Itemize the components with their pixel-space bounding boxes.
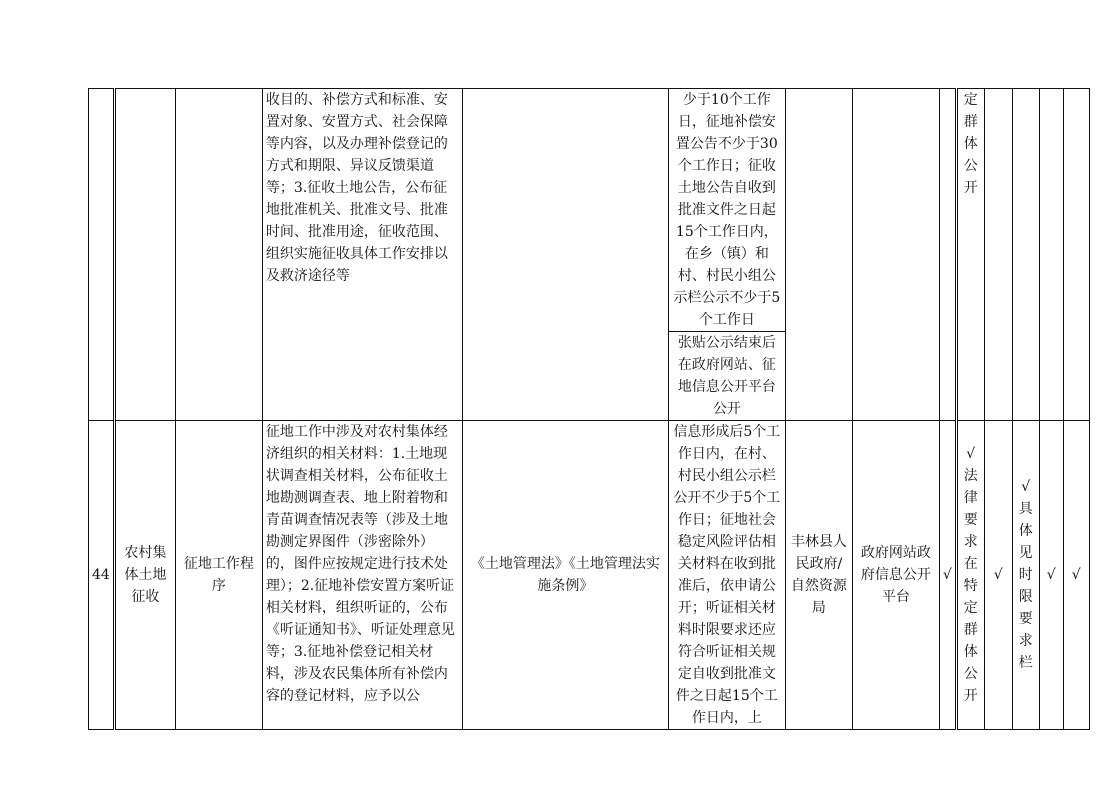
timelimit-cell: 少于10个工作日，征地补偿安置公告不少于30个工作日；征收土地公告自收到批准文件之日起15个工作日内，在乡（镇）和村、村民小组公示栏公示不少于5个工作日: [668, 89, 785, 332]
check-cell-empty: [984, 89, 1012, 421]
check-mark-cell: √: [984, 421, 1012, 730]
timelimit-cell: 信息形成后5个工作日内，在村、村民小组公示栏公开不少于5个工作日；征地社会稳定风险评估相关材料在收到批准后，依申请公开；听证相关材料时限要求还应符合听证相关规定自收到批准文件之日起15个工作日内，上: [668, 421, 785, 730]
basis-cell: 《土地管理法》《土地管理法实施条例》: [462, 421, 668, 730]
check-cell-empty: [1039, 89, 1063, 421]
basis-cell-empty: [462, 89, 668, 421]
check-mark-cell: √: [1063, 421, 1089, 730]
number-cell-empty: [89, 89, 115, 421]
timelimit-cell-sub: 张贴公示结束后在政府网站、征地信息公开平台公开: [668, 332, 785, 421]
content-cell: 征地工作中涉及对农村集体经济组织的相关材料：1.土地现状调查相关材料，公布征收土地勘测调查表、地上附着物和青苗调查情况表等（涉及土地勘测定界图件（涉密除外）的，图件应按规定进行技术处理）；2.征地补偿安置方案听证相关材料，组织听证的，公布《听证通知书》、听证处理意见等；3.征地补偿登记相关材料，涉及农民集体所有补偿内容的登记材料，应予以公: [262, 421, 462, 730]
scope-text: √法律要求在特定群体公开: [963, 446, 978, 704]
channel-cell: 政府网站政府信息公开平台: [852, 421, 939, 730]
timely-text: √具体见时限要求栏: [1018, 479, 1033, 671]
timely-cell: [1012, 421, 1039, 730]
table-row-44: [89, 421, 1090, 730]
scope-text: 定群体公开: [963, 92, 978, 196]
check-cell-empty: [939, 89, 956, 421]
item-cell-empty: [175, 89, 262, 421]
table-row-prev: [89, 89, 1090, 332]
item-cell: 征地工作程序: [175, 421, 262, 730]
disclosure-table: [88, 88, 1090, 730]
check-mark-cell: √: [939, 421, 956, 730]
subject-cell: 丰林县人民政府/自然资源局: [785, 421, 852, 730]
check-cell-empty: [1063, 89, 1089, 421]
subject-cell-empty: [785, 89, 852, 421]
timely-cell-empty: [1012, 89, 1039, 421]
scope-cell: [956, 421, 984, 730]
channel-cell-empty: [852, 89, 939, 421]
row-number: 44: [89, 421, 115, 730]
check-mark-cell: √: [1039, 421, 1063, 730]
category-cell-empty: [114, 89, 175, 421]
content-cell: 收目的、补偿方式和标准、安置对象、安置方式、社会保障等内容，以及办理补偿登记的方式和期限、异议反馈渠道等；3.征收土地公告，公布征地批准机关、批准文号、批准时间、批准用途，征收范围、组织实施征收具体工作安排以及救济途径等: [262, 89, 462, 421]
category-cell: 农村集体土地征收: [114, 421, 175, 730]
scope-cell: [956, 89, 984, 421]
